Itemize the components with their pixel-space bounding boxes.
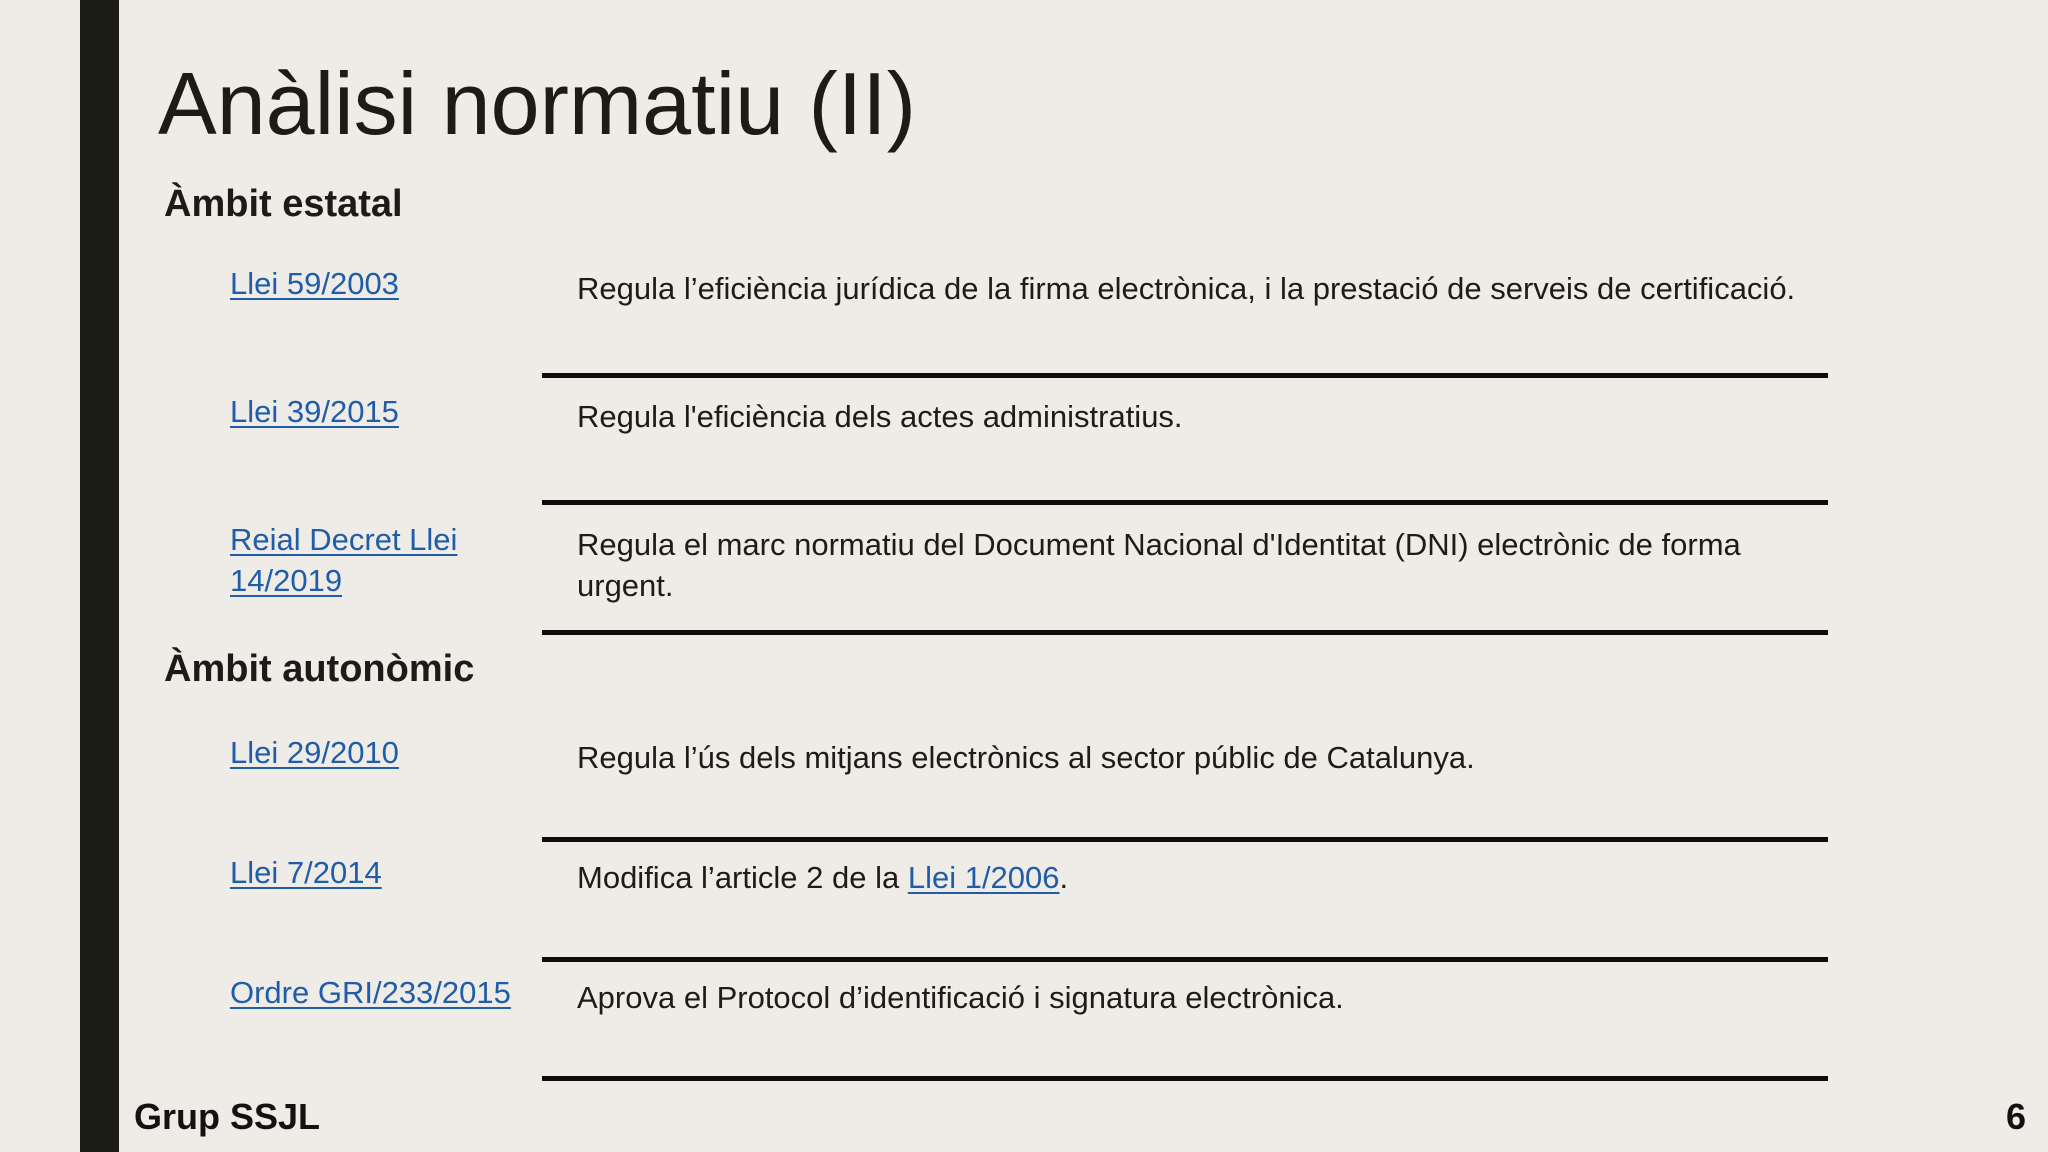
footer-group-name: Grup SSJL — [134, 1096, 321, 1137]
law-link-llei-1-2006[interactable]: Llei 1/2006 — [907, 860, 1060, 895]
page-number: 6 — [2005, 1096, 2026, 1137]
slide-title: Anàlisi normatiu (II) — [158, 54, 917, 153]
law-link-llei-39-2015[interactable]: Llei 39/2015 — [230, 394, 399, 429]
row-divider — [542, 1076, 1828, 1081]
left-accent-bar — [80, 0, 119, 1152]
row-divider — [542, 957, 1828, 962]
row-divider — [542, 373, 1828, 378]
description-text: Modifica l’article 2 de la — [577, 860, 908, 895]
row-divider — [542, 837, 1828, 842]
law-description: Aprova el Protocol d’identificació i signatura electrònica. — [577, 980, 1344, 1015]
law-description: Regula el marc normatiu del Document Nacional d'Identitat (DNI) electrònic de forma urgent. — [577, 527, 1741, 603]
law-link-llei-7-2014[interactable]: Llei 7/2014 — [230, 855, 382, 890]
law-description: Regula l'eficiència dels actes administratius. — [577, 399, 1183, 434]
row-divider — [542, 500, 1828, 505]
row-divider — [542, 630, 1828, 635]
law-description — [577, 857, 1817, 898]
autonomic-section-heading: Àmbit autonòmic — [164, 648, 475, 690]
law-description: Regula l’ús dels mitjans electrònics al sector públic de Catalunya. — [577, 740, 1475, 775]
state-section-heading: Àmbit estatal — [164, 183, 403, 225]
law-description: Regula l’eficiència jurídica de la firma electrònica, i la prestació de serveis de certificació. — [577, 271, 1796, 306]
law-link-ordre-gri-233-2015[interactable]: Ordre GRI/233/2015 — [230, 975, 511, 1010]
law-link-llei-59-2003[interactable]: Llei 59/2003 — [230, 266, 399, 301]
law-link-reial-decret-llei-14-2019[interactable]: Reial Decret Llei 14/2019 — [230, 522, 458, 598]
law-link-llei-29-2010[interactable]: Llei 29/2010 — [230, 735, 399, 770]
description-text: . — [1059, 860, 1069, 895]
